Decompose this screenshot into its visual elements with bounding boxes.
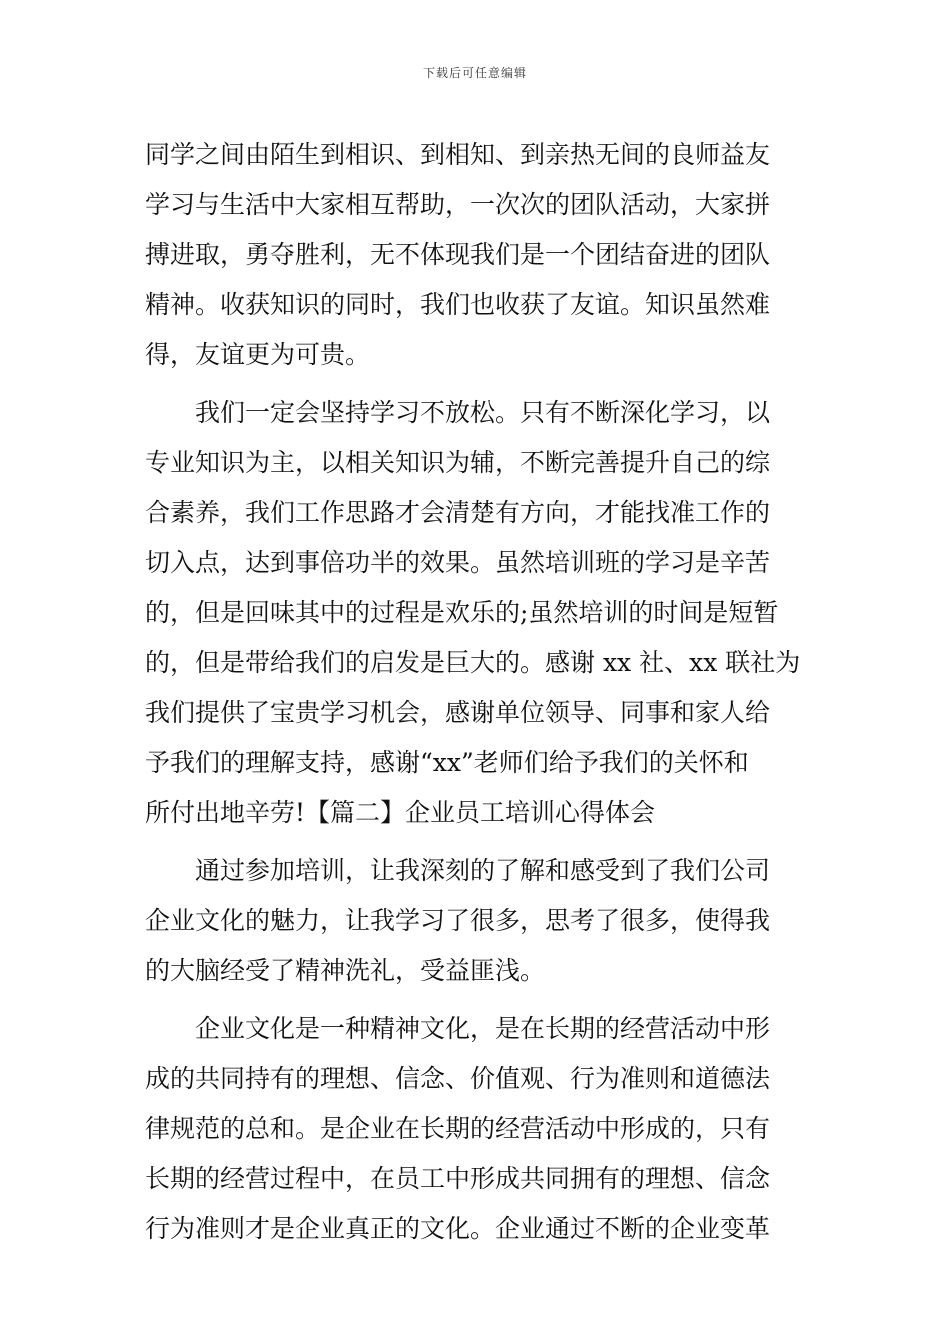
- text-line: 通过参加培训，让我深刻的了解和感受到了我们公司: [145, 856, 771, 885]
- text-line: 长期的经营过程中，在员工中形成共同拥有的理想、信念: [145, 1164, 771, 1193]
- text-line: 企业文化的魅力，让我学习了很多，思考了很多，使得我: [145, 906, 771, 935]
- text-line: 我们一定会坚持学习不放松。只有不断深化学习，以: [145, 398, 771, 427]
- text-line: 精神。收获知识的同时，我们也收获了友谊。知识虽然难: [145, 290, 771, 319]
- text-line: 的大脑经受了精神洗礼，受益匪浅。: [145, 956, 546, 985]
- text-line: 切入点，达到事倍功半的效果。虽然培训班的学习是辛苦: [145, 548, 771, 577]
- text-line: 成的共同持有的理想、信念、价值观、行为准则和道德法: [145, 1064, 771, 1093]
- document-body: [145, 130, 810, 1254]
- text-line: 所付出地辛劳!【篇二】企业员工培训心得体会: [145, 798, 656, 827]
- text-line: 企业文化是一种精神文化，是在长期的经营活动中形: [145, 1014, 771, 1043]
- text-line: 学习与生活中大家相互帮助，一次次的团队活动，大家拼: [145, 190, 771, 219]
- text-line: 搏进取，勇夺胜利，无不体现我们是一个团结奋进的团队: [145, 240, 771, 269]
- paragraph-4: [145, 1004, 810, 1254]
- text-line: 的，但是回味其中的过程是欢乐的;虽然培训的时间是短暂: [145, 598, 779, 627]
- text-line: 同学之间由陌生到相识、到相知、到亲热无间的良师益友: [145, 140, 771, 169]
- paragraph-1: [145, 130, 810, 380]
- text-line: 专业知识为主，以相关知识为辅，不断完善提升自己的综: [145, 448, 771, 477]
- text-line: 予我们的理解支持，感谢“xx”老师们给予我们的关怀和: [145, 748, 749, 777]
- paragraph-2: [145, 388, 810, 838]
- text-line: 得，友谊更为可贵。: [145, 340, 371, 369]
- text-line: 行为准则才是企业真正的文化。企业通过不断的企业变革: [145, 1214, 771, 1243]
- page-header: 下载后可任意编辑: [422, 66, 527, 80]
- text-line: 律规范的总和。是企业在长期的经营活动中形成的，只有: [145, 1114, 771, 1143]
- text-line: 我们提供了宝贵学习机会，感谢单位领导、同事和家人给: [145, 698, 771, 727]
- text-line: 的，但是带给我们的启发是巨大的。感谢 xx 社、xx 联社为: [145, 648, 801, 677]
- paragraph-3: [145, 846, 810, 996]
- text-line: 合素养，我们工作思路才会清楚有方向，才能找准工作的: [145, 498, 771, 527]
